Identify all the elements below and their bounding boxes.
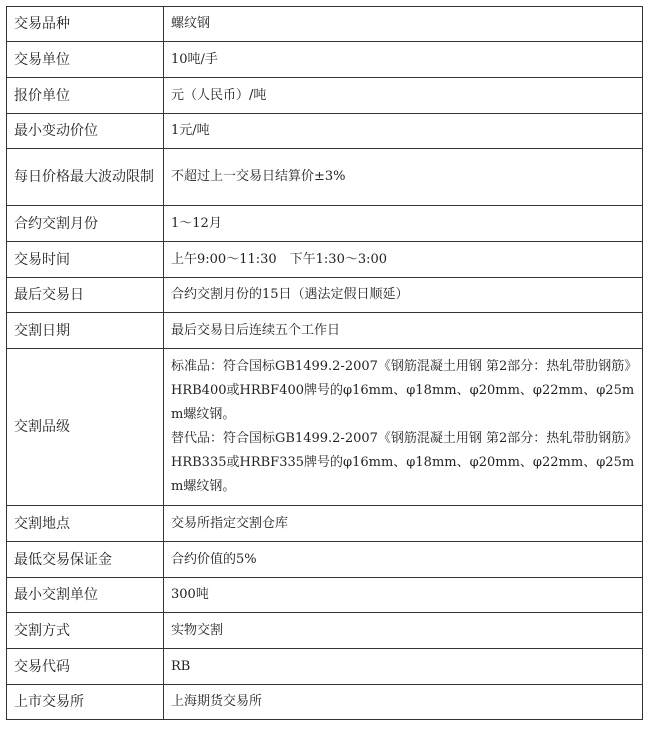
row-value: 实物交割: [164, 613, 643, 649]
row-label: 交易代码: [7, 649, 164, 685]
row-label: 交割方式: [7, 613, 164, 649]
table-row: [7, 242, 643, 278]
row-value: 元（人民币）/吨: [164, 78, 643, 114]
row-label: 每日价格最大波动限制: [7, 149, 164, 206]
row-label: 上市交易所: [7, 685, 164, 720]
row-label: 最小变动价位: [7, 114, 164, 149]
row-value: 交易所指定交割仓库: [164, 506, 643, 542]
table-row: [7, 313, 643, 349]
table-row: [7, 613, 643, 649]
row-label: 交割地点: [7, 506, 164, 542]
row-label: 交割品级: [7, 349, 164, 506]
table-row: [7, 149, 643, 206]
row-value: 螺纹钢: [164, 7, 643, 42]
contract-spec-table: [6, 6, 643, 720]
table-row: [7, 7, 643, 42]
row-label: 最低交易保证金: [7, 542, 164, 578]
table-row: [7, 578, 643, 613]
table-row: [7, 78, 643, 114]
table-row: [7, 278, 643, 313]
row-value: 上午9:00～11:30 下午1:30～3:00: [164, 242, 643, 278]
row-label: 合约交割月份: [7, 206, 164, 242]
row-value: 上海期货交易所: [164, 685, 643, 720]
row-value: RB: [164, 649, 643, 685]
table-row: [7, 206, 643, 242]
row-label: 最小交割单位: [7, 578, 164, 613]
row-value: 合约价值的5%: [164, 542, 643, 578]
table-row: [7, 542, 643, 578]
row-label: 交易品种: [7, 7, 164, 42]
row-label: 报价单位: [7, 78, 164, 114]
table-row: [7, 114, 643, 149]
row-value: 最后交易日后连续五个工作日: [164, 313, 643, 349]
table-row: [7, 649, 643, 685]
table-row: [7, 685, 643, 720]
row-value: [164, 349, 643, 506]
row-label: 最后交易日: [7, 278, 164, 313]
substitute-grade-text: 替代品：符合国标GB1499.2-2007《钢筋混凝土用钢 第2部分：热轧带肋钢筋》HRB335或HRBF335牌号的φ16mm、φ18mm、φ20mm、φ22mm、φ25mm螺纹钢。: [171, 431, 635, 494]
row-label: 交易单位: [7, 42, 164, 78]
row-label: 交割日期: [7, 313, 164, 349]
row-label: 交易时间: [7, 242, 164, 278]
table-row: [7, 349, 643, 506]
table-row: [7, 506, 643, 542]
row-value: 1元/吨: [164, 114, 643, 149]
row-value: 合约交割月份的15日（遇法定假日顺延）: [164, 278, 643, 313]
row-value: 10吨/手: [164, 42, 643, 78]
table-row: [7, 42, 643, 78]
standard-grade-text: 标准品：符合国标GB1499.2-2007《钢筋混凝土用钢 第2部分：热轧带肋钢筋》HRB400或HRBF400牌号的φ16mm、φ18mm、φ20mm、φ22mm、φ25mm螺纹钢。: [171, 359, 635, 422]
row-value: 1～12月: [164, 206, 643, 242]
row-value: 300吨: [164, 578, 643, 613]
row-value: 不超过上一交易日结算价±3%: [164, 149, 643, 206]
